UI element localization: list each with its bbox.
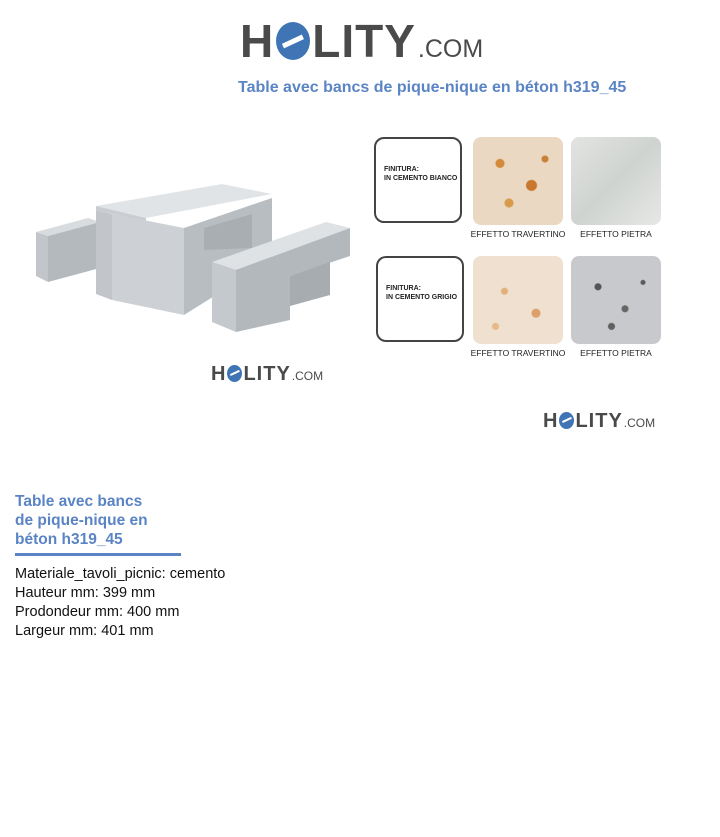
logo-tld: .COM (417, 35, 484, 63)
spec-item: Hauteur mm: 399 mm (15, 585, 156, 601)
logo-letters-start: H (211, 363, 227, 385)
product-title-line: Table avec bancs (15, 493, 143, 510)
logo-tld: .COM (623, 416, 656, 430)
swatch-label: EFFETTO TRAVERTINO (470, 348, 566, 358)
finish-box-value: IN CEMENTO GRIGIO (386, 294, 458, 301)
logo-o-icon (227, 365, 242, 382)
logo-o-icon (559, 412, 574, 429)
swatch-travertine-white (473, 137, 563, 225)
logo-letters-end: LITY (312, 15, 416, 67)
swatch-label: EFFETTO TRAVERTINO (470, 229, 566, 239)
logo-letters-start: H (543, 410, 559, 432)
spec-item: Largeur mm: 401 mm (15, 623, 154, 639)
spec-item: Prodondeur mm: 400 mm (15, 604, 180, 620)
spec-item: Materiale_tavoli_picnic: cemento (15, 566, 226, 582)
product-image (0, 110, 360, 470)
swatch-stone-grey (571, 256, 661, 344)
product-title-line: de pique-nique en (15, 512, 148, 529)
holity-logo-watermark (211, 363, 323, 386)
finish-box-title: FINITURA: (384, 166, 419, 173)
product-title-line: béton h319_45 (15, 531, 123, 548)
page-title: Table avec bancs de pique-nique en béton h319_45 (238, 79, 627, 96)
finish-box-white (374, 137, 462, 223)
logo-tld: .COM (291, 369, 324, 383)
finish-box-grey (376, 256, 464, 342)
logo-letters-start: H (240, 15, 275, 67)
product-title (15, 492, 185, 549)
holity-logo-watermark (543, 410, 655, 433)
swatch-travertine-grey (473, 256, 563, 344)
swatch-stone-white (571, 137, 661, 225)
finish-box-title: FINITURA: (386, 285, 421, 292)
swatch-label: EFFETTO PIETRA (580, 348, 652, 358)
holity-logo[interactable] (240, 14, 483, 68)
title-divider (15, 553, 181, 556)
swatch-label: EFFETTO PIETRA (580, 229, 652, 239)
spec-list (15, 565, 225, 641)
logo-letters-end: LITY (575, 410, 623, 432)
finish-box-value: IN CEMENTO BIANCO (384, 175, 458, 182)
logo-o-icon (276, 22, 310, 60)
logo-letters-end: LITY (243, 363, 291, 385)
